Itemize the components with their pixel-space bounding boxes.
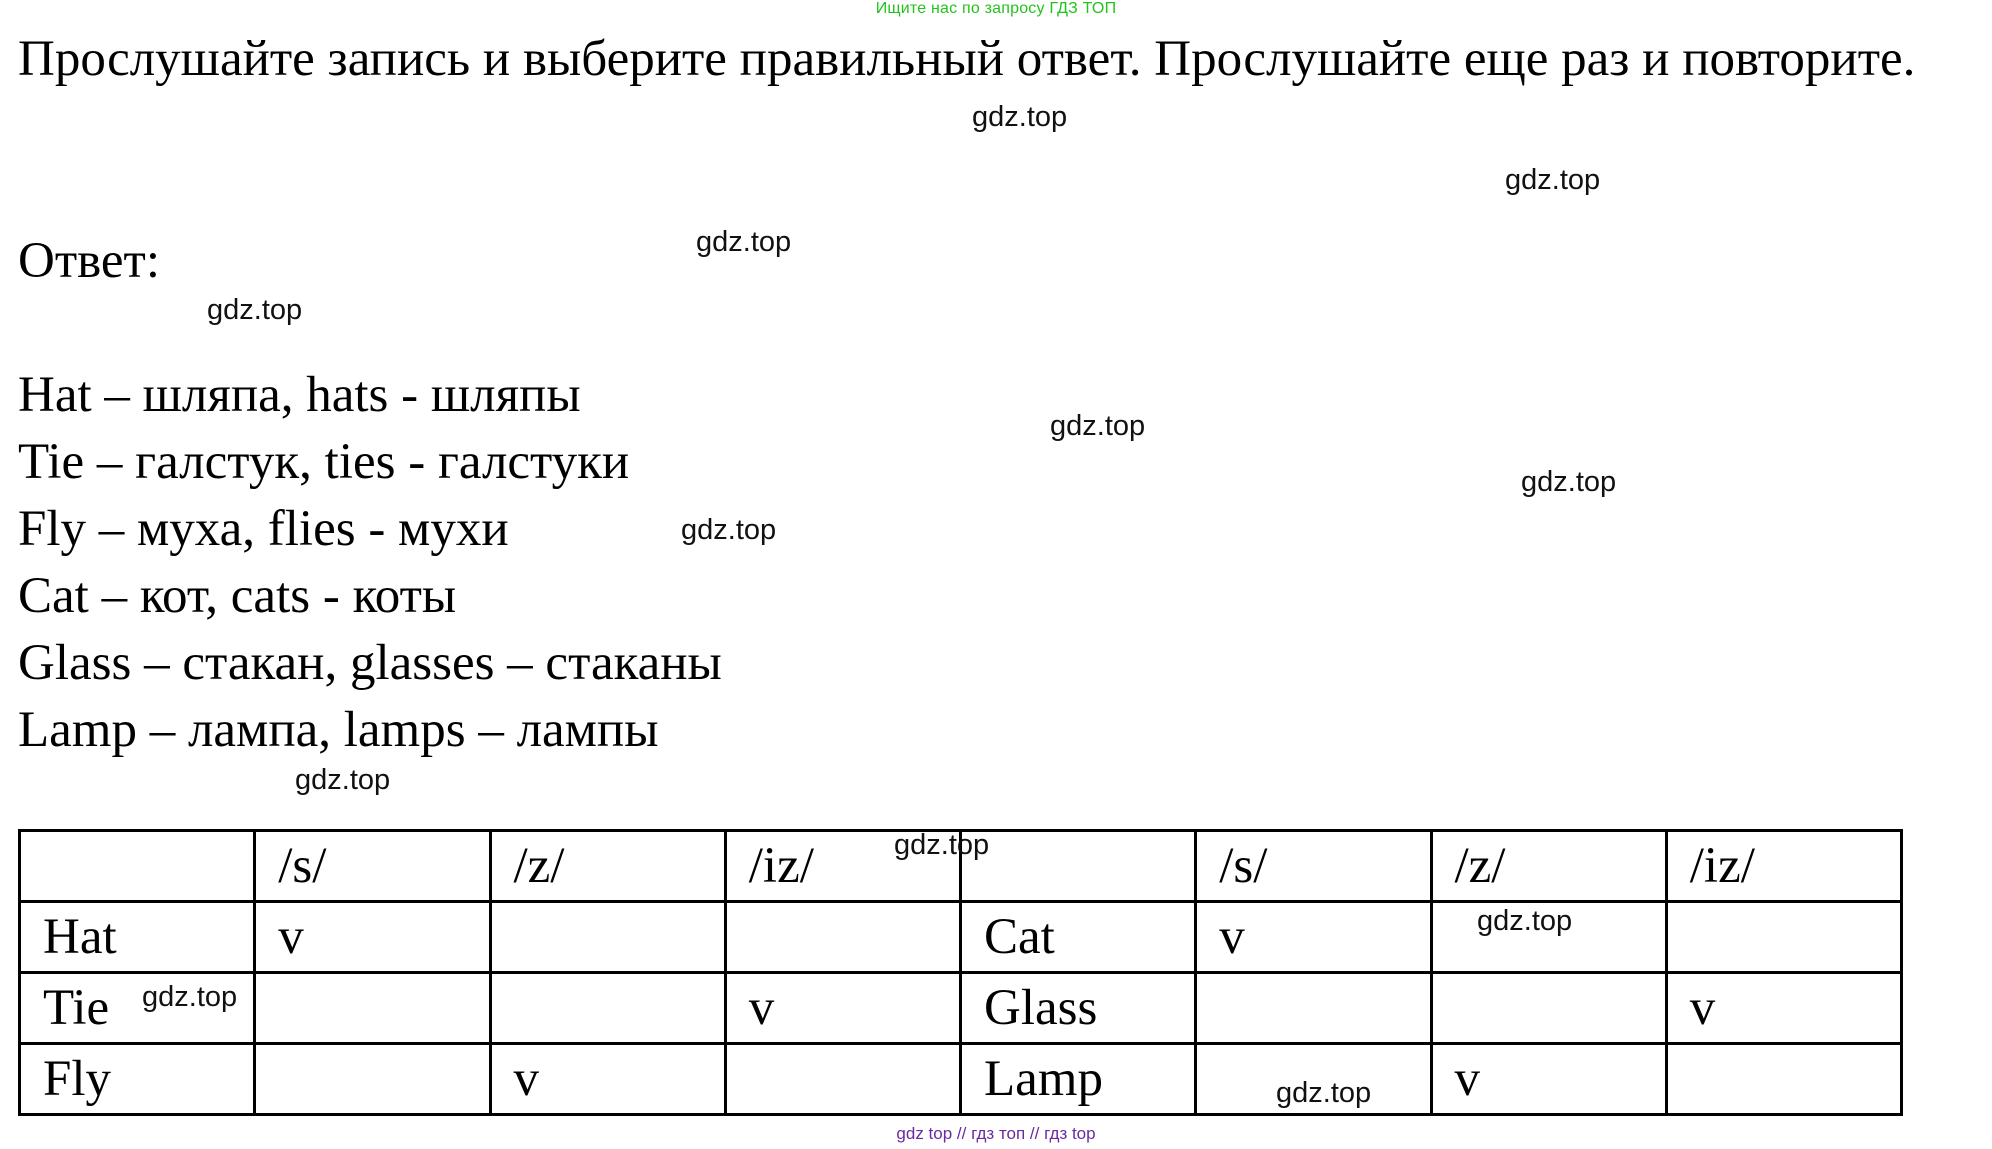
table-cell [1196,973,1431,1044]
footer-watermark: gdz top // гдз топ // гдз top [896,1124,1096,1143]
word-line: Fly – муха, flies - мухи [18,501,509,557]
table-cell: v [725,973,960,1044]
table-cell: /s/ [1196,831,1431,902]
table-cell [725,902,960,973]
word-line: Glass – стакан, glasses – стаканы [18,635,722,691]
watermark: gdz.top [681,514,777,546]
table-cell: Cat [961,902,1196,973]
table-cell: Tie [20,973,255,1044]
table-cell: /z/ [1431,831,1666,902]
table-row [20,902,1902,973]
watermark: gdz.top [295,764,391,796]
table-cell: v [1666,973,1901,1044]
table-row [20,1044,1902,1115]
word-list [18,362,722,764]
table-cell [725,1044,960,1115]
table-cell: /iz/ [725,831,960,902]
table-cell [255,1044,490,1115]
table-cell: v [1431,1044,1666,1115]
table-cell: Lamp [961,1044,1196,1115]
search-hint-banner: Ищите нас по запросу ГДЗ ТОП [875,0,1117,17]
watermark: gdz.top [1276,1077,1372,1109]
watermark: gdz.top [972,101,1068,133]
watermark: gdz.top [1050,410,1146,442]
table-row [20,973,1902,1044]
watermark: gdz.top [1477,905,1573,937]
watermark: gdz.top [696,226,792,258]
watermark: gdz.top [894,829,990,861]
table-cell: v [490,1044,725,1115]
word-line: Lamp – лампа, lamps – лампы [18,702,659,758]
table-cell [961,831,1196,902]
table-cell: Fly [20,1044,255,1115]
word-line: Tie – галстук, ties - галстуки [18,434,630,490]
table-cell [1666,902,1901,973]
table-cell: Glass [961,973,1196,1044]
answer-label: Ответ: [18,233,160,289]
table-cell: v [255,902,490,973]
table-cell: Hat [20,902,255,973]
table-cell: /iz/ [1666,831,1901,902]
table-cell [490,973,725,1044]
table-cell: v [1196,902,1431,973]
table-cell [490,902,725,973]
sounds-table [18,829,1903,1116]
watermark: gdz.top [142,981,238,1013]
table-cell [20,831,255,902]
word-line: Cat – кот, cats - коты [18,568,457,624]
task-instruction: Прослушайте запись и выберите правильный ответ. Прослушайте еще раз и повторите. [18,31,1916,87]
table-cell [1431,973,1666,1044]
table-cell: /s/ [255,831,490,902]
word-line: Hat – шляпа, hats - шляпы [18,367,581,423]
watermark: gdz.top [1521,466,1617,498]
watermark: gdz.top [1505,164,1601,196]
table-cell: /z/ [490,831,725,902]
table-cell [255,973,490,1044]
watermark: gdz.top [207,294,303,326]
table-cell [1666,1044,1901,1115]
